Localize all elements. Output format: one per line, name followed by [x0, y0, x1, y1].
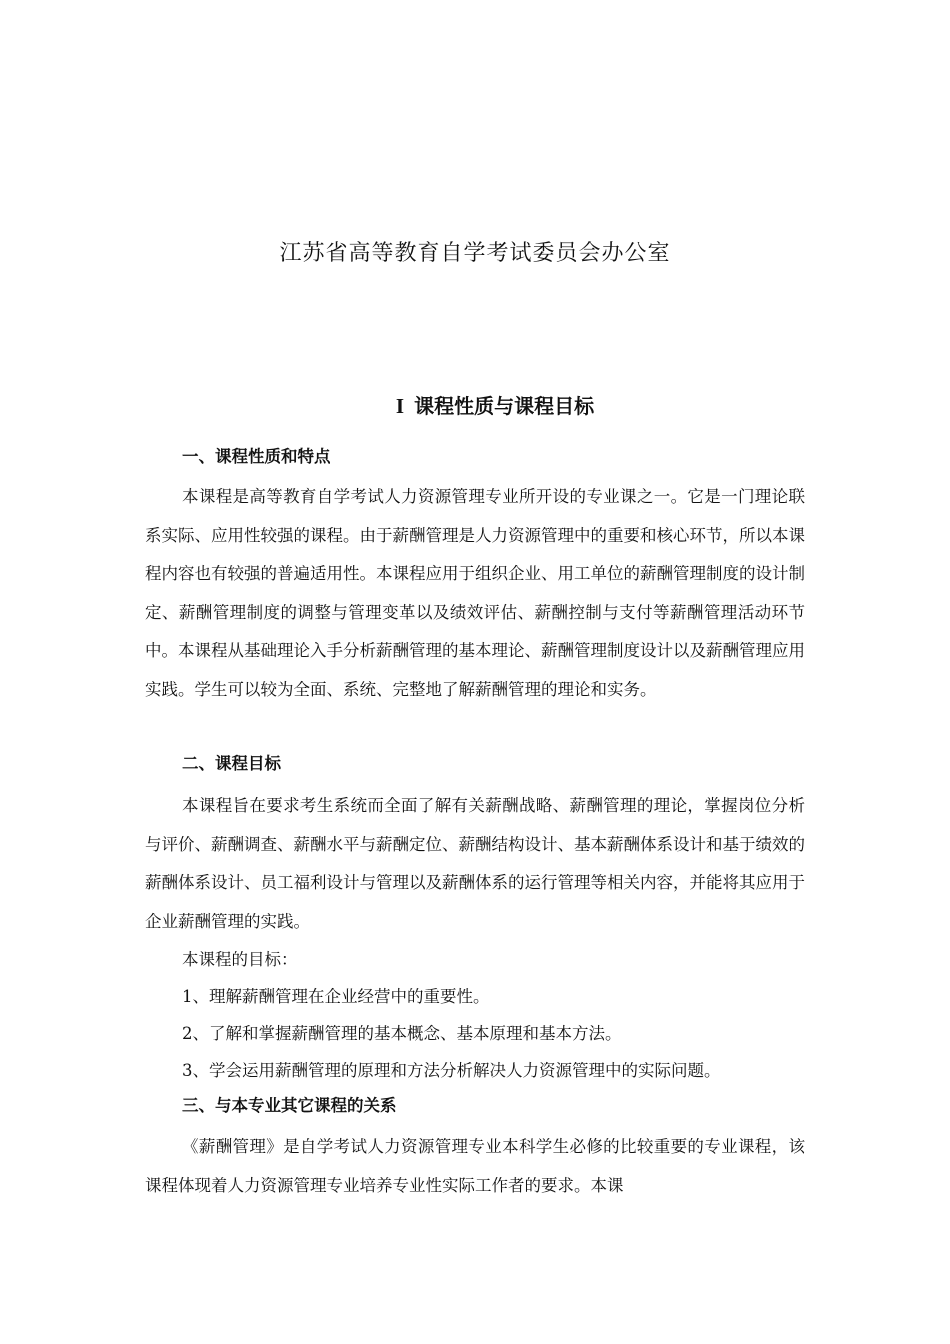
paragraph-course-objectives: 本课程旨在要求考生系统而全面了解有关薪酬战略、薪酬管理的理论，掌握岗位分析与评价、薪酬调查、薪酬水平与薪酬定位、薪酬结构设计、基本薪酬体系设计和基于绩效的薪酬体系设计、员工福利设计与管理以及薪酬体系的运行管理等相关内容，并能将其应用于企业薪酬管理的实践。 [145, 796, 805, 931]
chapter-heading [0, 390, 950, 419]
section-body-relations [145, 1128, 805, 1205]
section-heading-nature: 一、课程性质和特点 [182, 447, 331, 466]
section-body-objectives [145, 787, 805, 941]
section-heading-objectives: 二、课程目标 [182, 754, 281, 773]
goal-item-1: 1、理解薪酬管理在企业经营中的重要性。 [182, 987, 490, 1006]
paragraph-course-nature: 本课程是高等教育自学考试人力资源管理专业所开设的专业课之一。它是一门理论联系实际、应用性较强的课程。由于薪酬管理是人力资源管理中的重要和核心环节，所以本课程内容也有较强的普遍适用性。本课程应用于组织企业、用工单位的薪酬管理制度的设计制定、薪酬管理制度的调整与管理变革以及绩效评估、薪酬控制与支付等薪酬管理活动环节中。本课程从基础理论入手分析薪酬管理的基本理论、薪酬管理制度设计以及薪酬管理应用实践。学生可以较为全面、系统、完整地了解薪酬管理的理论和实务。 [145, 487, 805, 699]
section-body-nature [145, 478, 805, 709]
section-heading-relations: 三、与本专业其它课程的关系 [182, 1096, 397, 1115]
chapter-number: I [395, 394, 405, 418]
goal-item-2: 2、了解和掌握薪酬管理的基本概念、基本原理和基本方法。 [182, 1024, 622, 1043]
issuing-office-title: 江苏省高等教育自学考试委员会办公室 [279, 241, 671, 266]
goal-item-3: 3、学会运用薪酬管理的原理和方法分析解决人力资源管理中的实际问题。 [182, 1061, 721, 1080]
chapter-title: 课程性质与课程目标 [414, 394, 595, 418]
paragraph-course-relations: 《薪酬管理》是自学考试人力资源管理专业本科学生必修的比较重要的专业课程，该课程体现着人力资源管理专业培养专业性实际工作者的要求。本课 [145, 1137, 805, 1195]
goals-intro: 本课程的目标： [182, 950, 298, 969]
